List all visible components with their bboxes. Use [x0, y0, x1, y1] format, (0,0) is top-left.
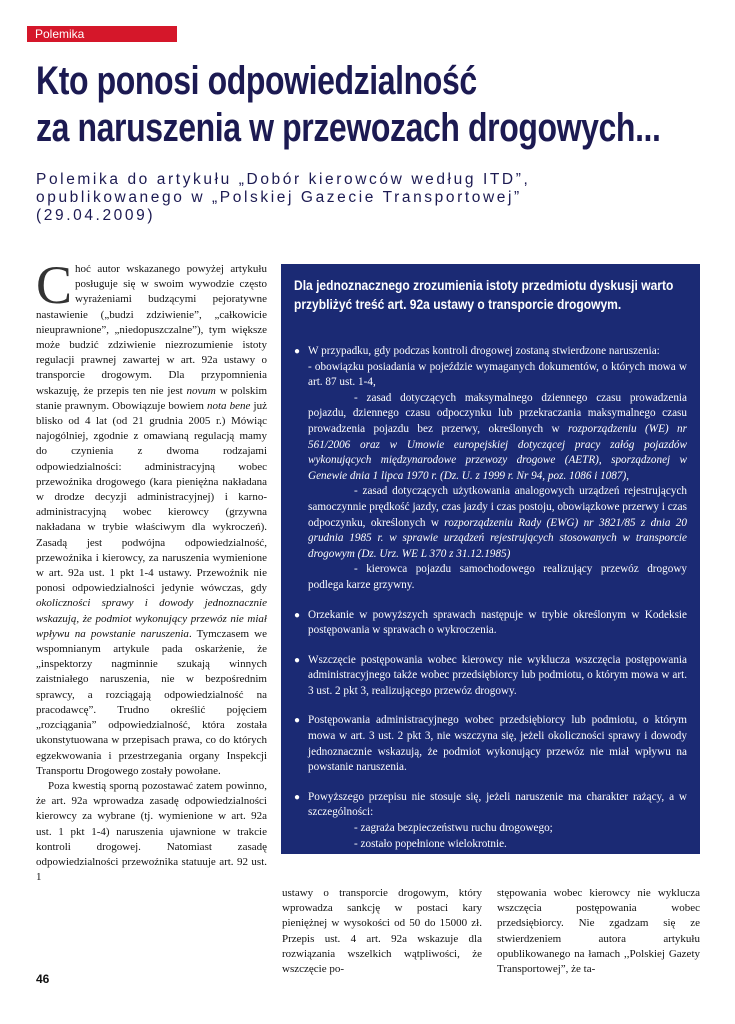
- article-title: [36, 58, 661, 152]
- body-column-1: [36, 255, 267, 885]
- box-bullet-3: ● Wszczęcie postępowania wobec kierowcy nie wyklucza wszczęcia postępowania administracyjnego także wobec przedsiębiorcy lub podmiotu, o którym mowa w art. 3 ust. 2 pkt 3, realizującego przewóz drogowy.: [294, 653, 687, 700]
- column-3-text: stępowania wobec kierowcy nie wyklucza wszczęcia postępowania wobec przedsiębiorcy. Nie zgadzam się ze stwierdzeniem autora artykułu opublikowanego na łamach ,,Polskiej Gazety Transportowej”, że ta-: [497, 887, 700, 976]
- title-line-2: za naruszenia w przewozach drogowych...: [36, 106, 661, 150]
- page-number: 46: [36, 972, 50, 986]
- box-body: [294, 344, 687, 852]
- body-column-3: [497, 886, 700, 977]
- column-2-text: ustawy o transporcie drogowym, który wprowadza sankcję w postaci kary pieniężnej w wysokości od 50 do 15000 zł. Przepis ust. 4 art. 92a wskazuje dla rozwiązania wszelkich wątpliwości, że wszczęcie po-: [282, 887, 482, 976]
- title-line-1: Kto ponosi odpowiedzialność: [36, 59, 477, 103]
- box-bullet-1: ● W przypadku, gdy podczas kontroli drogowej zostaną stwierdzone naruszenia: - obowiązku posiadania w pojeździe wymaganych dokumentów, o których mowa w art. 87 ust. 1-4, - zasad dotyczących maksymalnego dziennego czasu prowadzenia pojazdu, dziennego czasu odpoczynku lub przekraczania maksymalnego czasu prowadzenia pojazdu bez przerwy, określonych w rozporządzeniu (WE) nr 561/2006 oraz w Umowie europejskiej dotyczącej pracy załóg pojazdów wykonujących międzynarodowe przewozy drogowe (AETR), sporządzonej w Genewie dnia 1 lipca 1970 r. (Dz. U. z 1999 r. Nr 94, poz. 1086 i 1087), - zasad dotyczących użytkowania analogowych urządzeń rejestrujących samoczynnie prędkość jazdy, czas jazdy i czas postoju, obowiązkowe przerwy i czas odpoczynku, określonych w rozporządzeniu Rady (EWG) nr 3821/85 z dnia 20 grudnia 1985 r. w sprawie urządzeń rejestrujących stosowanych w transporcie drogowym (Dz. Urz. WE L 370 z 31.12.1985) - kierowca pojazdu samochodowego realizujący przewóz drogowy podlega karze grzywny.: [294, 344, 687, 594]
- sidebar-box: [281, 264, 700, 854]
- paragraph-1: Choć autor wskazanego powyżej artykułu posługuje się w swoim wywodzie często wyrażeniami budzącymi pejoratywne nastawienie („budzi zdziwienie”, „całkowicie nieuprawnione”, „niedopuszczalne”), tym większe może budzić zdziwienie niezrozumienie istoty regulacji prawnej zawartej w art. 92a ustawy o transporcie drogowym. Dla przypomnienia wskazuję, że przepis ten nie jest novum w polskim stanie prawnym. Obowiązuje bowiem nota bene już blisko od 4 lat (od 21 grudnia 2005 r.) Mówiąc najogólniej, zgodnie z omawianą regulacją mamy do czynienia z dwoma rodzajami odpowiedzialności: administracyjną wobec przewoźnika drogowego (kara pieniężna nakładana w drodze decyzji administracyjnej) i karno-administracyjną wobec kierowcy (grzywna nakładana w trybie właściwym dla wykroczeń). Zasadą jest podwójna odpowiedzialność, przewoźnika i kierowcy, za naruszenia wymienione w art. 92a ust. 1 pkt 1-4 ustawy. Przewoźnik nie ponosi odpowiedzialności jedynie wówczas, gdy okoliczności sprawy i dowody jednoznacznie wskazują, że podmiot wykonujący przewóz nie miał wpływu na powstanie naruszenia. Tymczasem we wspomnianym artykule pada oskarżenie, że „inspektorzy nagminnie szukają winnych zaistniałego naruszenia, nie w bezpośrednim sprawcy, a rozciągają odpowiedzialność na pracodawcę”. Trudno określić pojęciem „rozciągania” odpowiedzialność, która została ukonstytuowana w przepisach prawa, co do których egzekwowania i przestrzegania organy Inspekcji Transportu Drogowego zostały powołane.: [36, 255, 267, 777]
- subtitle-line-1: Polemika do artykułu „Dobór kierowców według ITD”,: [36, 171, 531, 188]
- paragraph-2: Poza kwestią sporną pozostawać zatem powinno, że art. 92a wprowadza zasadę odpowiedzialności kierowcy za wybrane (tj. wymienione w art. 92a ust. 1 pkt 1-4) naruszenia ujawnione w trakcie kontroli drogowej. Natomiast zasadę odpowiedzialności przewoźnika statuuje art. 92 ust. 1: [36, 779, 267, 884]
- box-bullet-2: ● Orzekanie w powyższych sprawach następuje w trybie określonym w Kodeksie postępowania w sprawach o wykroczenia.: [294, 608, 687, 639]
- section-tag: Polemika: [27, 26, 177, 42]
- box-bullet-4: ● Postępowania administracyjnego wobec przedsiębiorcy lub podmiotu, o którym mowa w art. 3 ust. 2 pkt 3, nie wszczyna się, jeżeli okoliczności sprawy i dowody jednoznacznie wskazują, że podmiot wykonujący przewóz nie miał wpływu na powstanie naruszenia.: [294, 713, 687, 775]
- article-subtitle: [36, 171, 716, 225]
- box-bullet-5: ● Powyższego przepisu nie stosuje się, jeżeli naruszenie ma charakter rażący, a w szczególności: - zagraża bezpieczeństwu ruchu drogowego; - zostało popełnione wielokrotnie.: [294, 790, 687, 852]
- body-column-2: [282, 886, 482, 977]
- box-heading: Dla jednoznacznego zrozumienia istoty przedmiotu dyskusji warto przybliżyć treść art. 92a ustawy o transporcie drogowym.: [294, 277, 674, 312]
- subtitle-line-2: opublikowanego w „Polskiej Gazecie Transportowej”: [36, 189, 522, 206]
- drop-cap: C: [36, 255, 73, 315]
- subtitle-line-3: (29.04.2009): [36, 207, 156, 224]
